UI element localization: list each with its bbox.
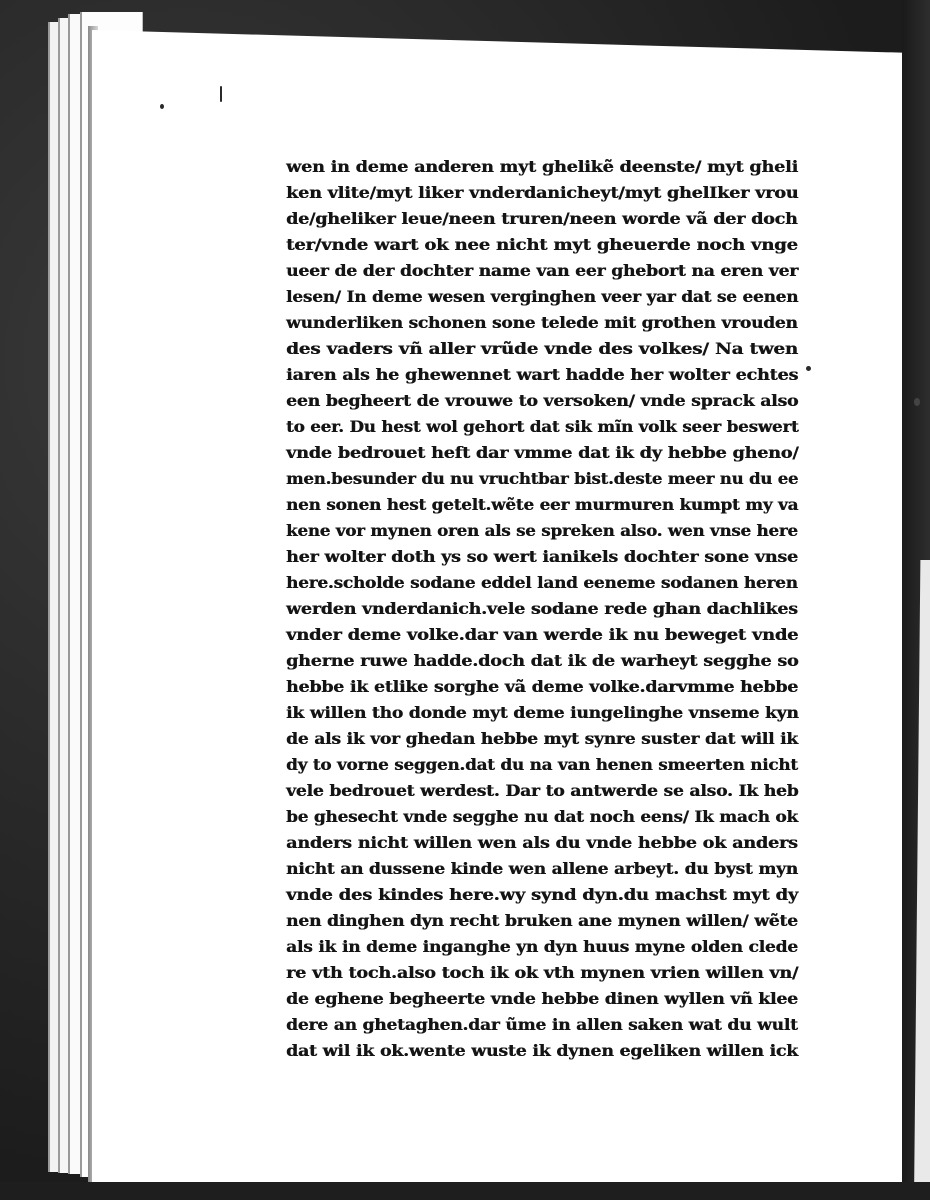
text-line: ken vlite/myt liker vnderdanicheyt/myt ghelIker vrou: [286, 183, 799, 202]
text-line: to eer. Du hest wol gehort dat sik mĩn volk seer beswert: [286, 417, 799, 436]
ink-speck: [160, 104, 164, 109]
scan-background-bottom: [0, 1182, 930, 1200]
text-line: nicht an dussene kinde wen allene arbeyt. du byst myn: [286, 859, 798, 878]
text-line: ueer de der dochter name van eer ghebort na eren ver: [286, 261, 799, 280]
ink-speck: [914, 398, 920, 406]
text-line: een begheert de vrouwe to versoken/ vnde sprack also: [286, 391, 799, 410]
text-line: dat wil ik ok.wente wuste ik dynen egeliken willen ick: [286, 1041, 798, 1060]
text-line: dere an ghetaghen.dar ũme in allen saken wat du wult: [286, 1015, 798, 1034]
text-line: als ik in deme inganghe yn dyn huus myne olden clede: [286, 937, 798, 956]
text-line: de/gheliker leue/neen truren/neen worde vã der doch: [286, 209, 798, 228]
text-line: her wolter doth ys so wert ianikels dochter sone vnse: [286, 547, 798, 566]
text-line: nen sonen hest getelt.wẽte eer murmuren kumpt my va: [286, 495, 799, 514]
text-line: de als ik vor ghedan hebbe myt synre suster dat will ik: [286, 729, 798, 748]
text-line: des vaders vñ aller vrũde vnde des volkes/ Na twen: [286, 339, 798, 358]
text-line: re vth toch.also toch ik ok vth mynen vrien willen vn/: [286, 963, 799, 982]
text-line: anders nicht willen wen als du vnde hebbe ok anders: [286, 833, 798, 852]
text-line: dy to vorne seggen.dat du na van henen smeerten nicht: [286, 755, 798, 774]
text-line: iaren als he ghewennet wart hadde her wolter echtes: [286, 365, 799, 384]
text-line: here.scholde sodane eddel land eeneme sodanen heren: [286, 573, 798, 592]
text-line: hebbe ik etlike sorghe vã deme volke.darvmme hebbe: [286, 677, 798, 696]
text-line: ter/vnde wart ok nee nicht myt gheuerde noch vnge: [286, 235, 798, 254]
text-line: men.besunder du nu vruchtbar bist.deste meer nu du ee: [286, 469, 799, 488]
text-line: werden vnderdanich.vele sodane rede ghan dachlikes: [286, 599, 798, 618]
ink-speck: [220, 86, 222, 102]
text-line: vnder deme volke.dar van werde ik nu beweget vnde: [286, 625, 799, 644]
text-line: wunderliken schonen sone telede mit grothen vrouden: [286, 313, 798, 332]
text-line: vnde des kindes here.wy synd dyn.du machst myt dy: [286, 885, 798, 904]
text-line: wen in deme anderen myt ghelikẽ deenste/ myt gheli: [286, 157, 798, 176]
text-line: de eghene begheerte vnde hebbe dinen wyllen vñ klee: [286, 989, 798, 1008]
text-line: lesen/ In deme wesen verginghen veer yar dat se eenen: [286, 287, 799, 306]
text-line: kene vor mynen oren als se spreken also. wen vnse here: [286, 521, 798, 540]
text-line: vnde bedrouet heft dar vmme dat ik dy hebbe gheno/: [286, 443, 799, 462]
text-line: nen dinghen dyn recht bruken ane mynen willen/ wẽte: [286, 911, 798, 930]
page-text-block: [286, 154, 798, 1064]
text-line: ik willen tho donde myt deme iungelinghe vnseme kyn: [286, 703, 799, 722]
text-line: gherne ruwe hadde.doch dat ik de warheyt segghe so: [286, 651, 799, 670]
text-line: be ghesecht vnde segghe nu dat noch eens/ Ik mach ok: [286, 807, 798, 826]
text-line: vele bedrouet werdest. Dar to antwerde se also. Ik heb: [286, 781, 799, 800]
